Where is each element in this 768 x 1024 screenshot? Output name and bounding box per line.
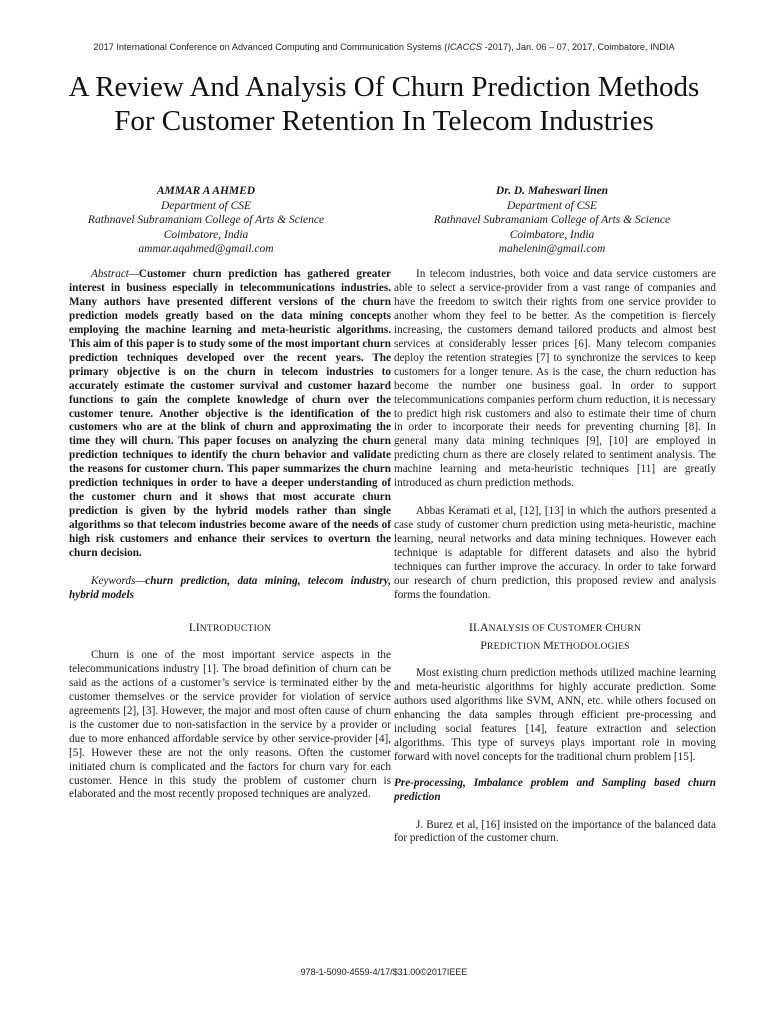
author-city: Coimbatore, India xyxy=(163,228,249,241)
author-block-1 xyxy=(56,184,356,257)
author-city: Coimbatore, India xyxy=(509,228,595,241)
body-paragraph: In telecom industries, both voice and data service customers are able to select a service-provider from a vast range of companies and have the freedom to switch their rights from one service provider to another whom they feel to be better. As the competition is fiercely increasing, the customers demand tailored products and almost best services at considerably lesser prices [6]. Many telecom companies deploy the retention strategies [7] to synchronize the services to keep customers for a longer tenure. As is the case, the churn reduction has become the number one business goal. In order to support telecommunications companies perform churn reduction, it is necessary to predict high risk customers and also to estimate their time of churn in order to incorporate their needs for preventing churning [8]. In general many data mining techniques [9], [10] are employed in predicting churn as there are closely related to sentiment analysis. The machine learning and meta-heuristic techniques [11] are greatly introduced as churn prediction methods. xyxy=(394,268,716,490)
right-column xyxy=(394,268,716,846)
conference-abbreviation: ICACCS xyxy=(447,42,483,52)
author-name: Dr. D. Maheswari linen xyxy=(495,185,609,197)
keywords-text: churn prediction, data mining, telecom industry, hybrid models xyxy=(69,575,391,601)
analysis-paragraph: Most existing churn prediction methods utilized machine learning and meta-heuristic algorithms for highly accurate prediction. Some authors used algorithms like SVM, ANN, etc. while others focused on enhancing the data samples through efficient pre-processing and including social features [14], feature extraction and selection algorithms. This type of surveys plays important role in moving forward with novel concepts for the traditional churn problem [15]. xyxy=(394,666,716,763)
subsection-paragraph: J. Burez et al, [16] insisted on the importance of the balanced data for prediction of the customer churn. xyxy=(394,818,716,845)
paper-title: A Review And Analysis Of Churn Prediction Methods For Customer Retention In Telecom Industries xyxy=(68,71,700,137)
author-college: Rathnavel Subramaniam College of Arts & Science xyxy=(433,214,671,227)
abstract-text: Customer churn prediction has gathered greater interest in business especially in telecommunications industries. Many authors have presented different versions of the churn prediction models greatly based on the data mining concepts employing the machine learning and meta-heuristic algorithms. This aim of this paper is to study some of the most important churn prediction techniques developed over the recent years. The primary objective is on the churn in telecom industries to accurately estimate the customer survival and customer hazard functions to gain the complete knowledge of churn over the customer tenure. Another objective is the identification of the customers who are at the blink of churn and approximating the time they will churn. This paper focuses on analyzing the churn prediction techniques to identify the churn behavior and validate the reasons for customer churn. This paper summarizes the churn prediction techniques in order to have a deeper understanding of the customer churn and it shows that most accurate churn prediction is given by the hybrid models rather than single algorithms so that telecom industries become aware of the needs of high risk customers and enhance their services to overturn the churn decision. xyxy=(69,268,391,560)
abstract xyxy=(69,268,391,561)
introduction-paragraph: Churn is one of the most important service aspects in the telecommunications industry [1]. The broad definition of churn can be said as the actions of a customer’s service is terminated either by the customer themselves or the service provider for violation of service agreements [2], [3]. However, the major and most often cause of churn is the customer due to non-satisfaction in the service by a provider or due to more enhanced affordable service by other service-provider [4], [5]. However these are not the only reasons. Often the customer initiated churn is complicated and the factors for churn vary for each customer. Hence in this study the problem of customer churn is elaborated and the most recently proposed techniques are analyzed. xyxy=(69,648,391,801)
author-department: Department of CSE xyxy=(506,199,598,212)
section-heading-analysis: II.ANALYSIS OF CUSTOMER CHURN PREDICTION METHODOLOGIES xyxy=(468,619,642,652)
body-paragraph: Abbas Keramati et al, [12], [13] in which the authors presented a case study of customer churn prediction using meta-heuristic, machine learning, neural networks and data mining techniques. However each technique is adaptable for different datasets and also the hybrid techniques can further improve the accuracy. In order to take forward our research of churn prediction, this proposed review and analysis forms the foundation. xyxy=(394,505,716,601)
author-department: Department of CSE xyxy=(160,199,252,212)
author-email: mahelenin@gmail.com xyxy=(498,243,606,256)
keywords-label: Keywords— xyxy=(91,575,146,588)
keywords xyxy=(69,575,391,603)
page-footer: 978-1-5090-4559-4/17/$31.00©2017IEEE xyxy=(300,967,468,977)
abstract-label: Abstract— xyxy=(91,268,139,280)
subsection-heading: Pre-processing, Imbalance problem and Sampling based churn prediction xyxy=(394,776,716,803)
author-name: AMMAR A AHMED xyxy=(156,185,256,197)
author-email: ammar.aqahmed@gmail.com xyxy=(138,243,274,256)
author-block-2 xyxy=(402,184,702,257)
left-column xyxy=(69,268,391,802)
section-heading-introduction: I.INTRODUCTION xyxy=(188,619,272,634)
author-college: Rathnavel Subramaniam College of Arts & Science xyxy=(87,214,325,227)
conference-header: 2017 International Conference on Advanced Computing and Communication Systems (ICACCS -2017), Jan. 06 – 07, 2017, Coimbatore, INDIA xyxy=(93,42,675,52)
